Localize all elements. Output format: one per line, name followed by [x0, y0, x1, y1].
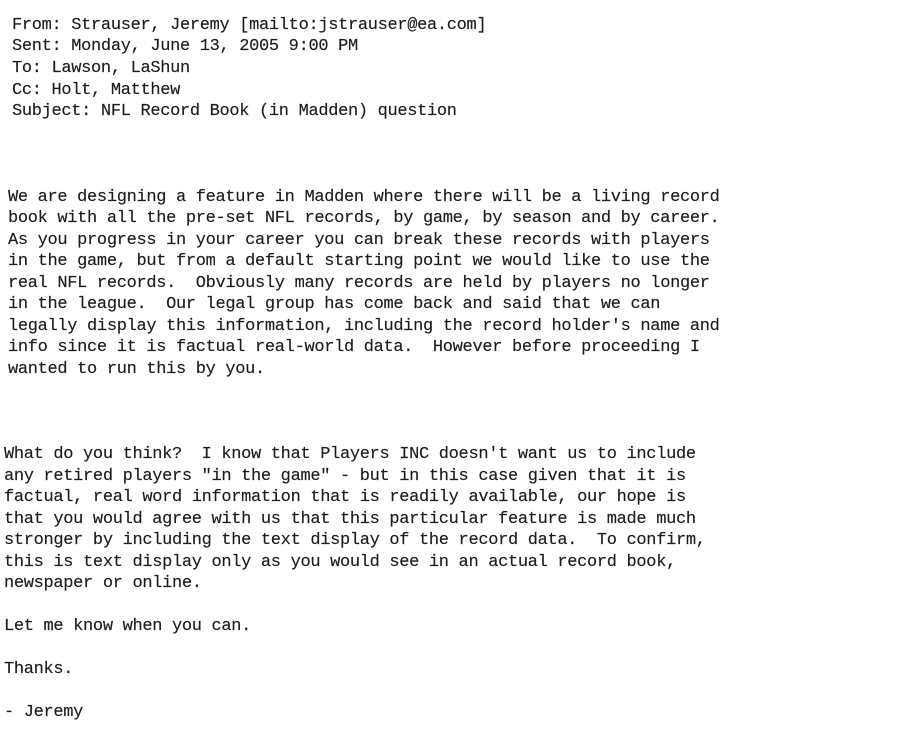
sent-line: Sent: Monday, June 13, 2005 9:00 PM — [12, 37, 358, 56]
paragraph1-line: We are designing a feature in Madden where there will be a living record — [8, 188, 720, 207]
paragraph2-line: stronger by including the text display of the record data. To confirm, — [4, 531, 706, 550]
paragraph2-line: any retired players "in the game" - but in this case given that it is — [4, 467, 686, 486]
paragraph1-line: in the league. Our legal group has come back and said that we can — [8, 295, 661, 314]
paragraph1-line: info since it is factual real-world data. However before proceeding I — [8, 338, 700, 357]
paragraph2-line: factual, real word information that is readily available, our hope is — [4, 488, 686, 507]
paragraph1-line: real NFL records. Obviously many records are held by players no longer — [8, 274, 710, 293]
paragraph1-line: As you progress in your career you can break these records with players — [8, 231, 710, 250]
closing-thanks: Thanks. — [4, 660, 74, 679]
cc-line: Cc: Holt, Matthew — [12, 81, 180, 100]
closing-request: Let me know when you can. — [4, 617, 252, 636]
paragraph2-line: newspaper or online. — [4, 574, 202, 593]
paragraph2-line: that you would agree with us that this particular feature is made much — [4, 510, 696, 529]
paragraph1-line: legally display this information, including the record holder's name and — [8, 317, 720, 336]
subject-line: Subject: NFL Record Book (in Madden) question — [12, 102, 457, 121]
to-line: To: Lawson, LaShun — [12, 59, 190, 78]
from-line: From: Strauser, Jeremy [mailto:jstrauser@ea.com] — [12, 16, 487, 35]
paragraph1-line: in the game, but from a default starting point we would like to use the — [8, 252, 710, 271]
paragraph2-line: this is text display only as you would see in an actual record book, — [4, 553, 676, 572]
paragraph1-line: book with all the pre-set NFL records, by game, by season and by career. — [8, 209, 720, 228]
signature: - Jeremy — [4, 703, 84, 722]
paragraph2-line: What do you think? I know that Players INC doesn't want us to include — [4, 445, 696, 464]
paragraph1-line: wanted to run this by you. — [8, 360, 265, 379]
